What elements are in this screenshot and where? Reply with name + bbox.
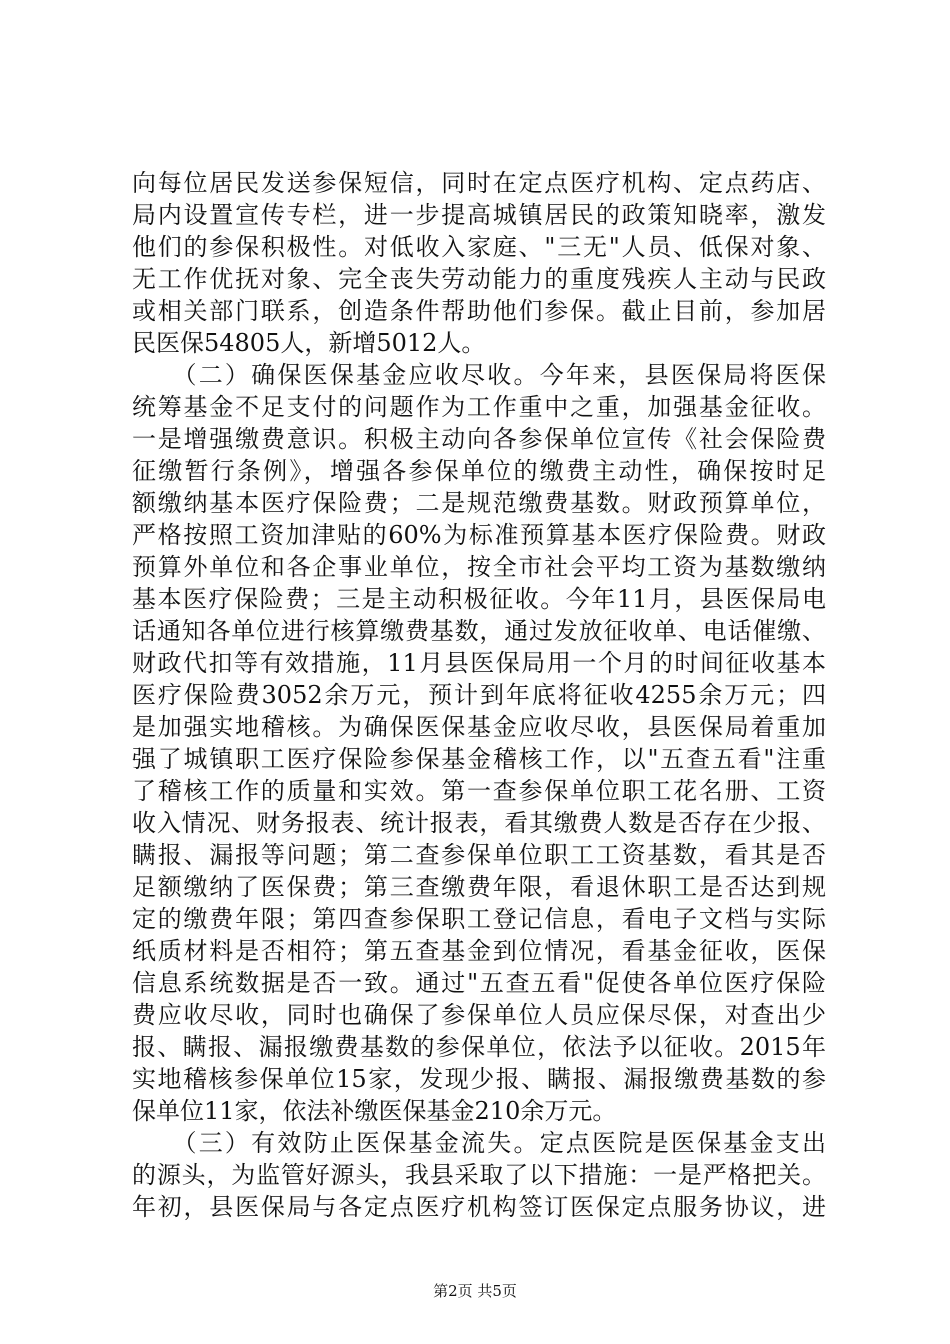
- text-line: 了稽核工作的质量和实效。第一查参保单位职工花名册、工资: [132, 777, 826, 805]
- text-line: 纸质材料是否相符；第五查基金到位情况，看基金征收，医保: [132, 937, 826, 965]
- text-line: 的源头，为监管好源头，我县采取了以下措施：一是严格把关。: [132, 1161, 826, 1189]
- text-line: 财政代扣等有效措施，11月县医保局用一个月的时间征收基本: [132, 649, 826, 677]
- text-line: （三）有效防止医保基金流失。定点医院是医保基金支出: [132, 1129, 826, 1157]
- text-line: 保单位11家，依法补缴医保基金210余万元。: [132, 1097, 617, 1125]
- text-line: 医疗保险费3052余万元，预计到年底将征收4255余万元；四: [132, 681, 826, 709]
- page-footer: [0, 1281, 950, 1301]
- text-line: 足额缴纳了医保费；第三查缴费年限，看退休职工是否达到规: [132, 873, 826, 901]
- text-line: 定的缴费年限；第四查参保职工登记信息，看电子文档与实际: [132, 905, 826, 933]
- text-line: 局内设置宣传专栏，进一步提高城镇居民的政策知晓率，激发: [132, 201, 826, 229]
- text-line: 费应收尽收，同时也确保了参保单位人员应保尽保，对查出少: [132, 1001, 826, 1029]
- text-line: 他们的参保积极性。对低收入家庭、"三无"人员、低保对象、: [132, 233, 826, 261]
- text-line: 预算外单位和各企事业单位，按全市社会平均工资为基数缴纳: [132, 553, 826, 581]
- text-line: 统筹基金不足支付的问题作为工作重中之重，加强基金征收。: [132, 393, 826, 421]
- text-line: 报、瞒报、漏报缴费基数的参保单位，依法予以征收。2015年: [132, 1033, 826, 1061]
- text-line: 信息系统数据是否一致。通过"五查五看"促使各单位医疗保险: [132, 969, 826, 997]
- text-line: 基本医疗保险费；三是主动积极征收。今年11月，县医保局电: [132, 585, 826, 613]
- page-number: 第2页 共5页: [433, 1282, 517, 1300]
- text-line: 向每位居民发送参保短信，同时在定点医疗机构、定点药店、: [132, 169, 826, 197]
- text-line: 额缴纳基本医疗保险费；二是规范缴费基数。财政预算单位，: [132, 489, 826, 517]
- text-line: 瞒报、漏报等问题；第二查参保单位职工工资基数，看其是否: [132, 841, 826, 869]
- text-line: 强了城镇职工医疗保险参保基金稽核工作，以"五查五看"注重: [132, 745, 826, 773]
- document-body: [132, 167, 826, 1223]
- text-line: 一是增强缴费意识。积极主动向各参保单位宣传《社会保险费: [132, 425, 826, 453]
- text-line: 是加强实地稽核。为确保医保基金应收尽收，县医保局着重加: [132, 713, 826, 741]
- text-line: 无工作优抚对象、完全丧失劳动能力的重度残疾人主动与民政: [132, 265, 826, 293]
- text-line: 或相关部门联系，创造条件帮助他们参保。截止目前，参加居: [132, 297, 826, 325]
- text-line: 年初，县医保局与各定点医疗机构签订医保定点服务协议，进: [132, 1193, 826, 1221]
- text-line: 实地稽核参保单位15家，发现少报、瞒报、漏报缴费基数的参: [132, 1065, 826, 1093]
- text-line: 征缴暂行条例》，增强各参保单位的缴费主动性，确保按时足: [132, 457, 826, 485]
- text-line: （二）确保医保基金应收尽收。今年来，县医保局将医保: [132, 361, 826, 389]
- text-line: 民医保54805人，新增5012人。: [132, 329, 486, 357]
- text-line: 收入情况、财务报表、统计报表，看其缴费人数是否存在少报、: [132, 809, 826, 837]
- text-line: 话通知各单位进行核算缴费基数，通过发放征收单、电话催缴、: [132, 617, 826, 645]
- text-line: 严格按照工资加津贴的60%为标准预算基本医疗保险费。财政: [132, 521, 826, 549]
